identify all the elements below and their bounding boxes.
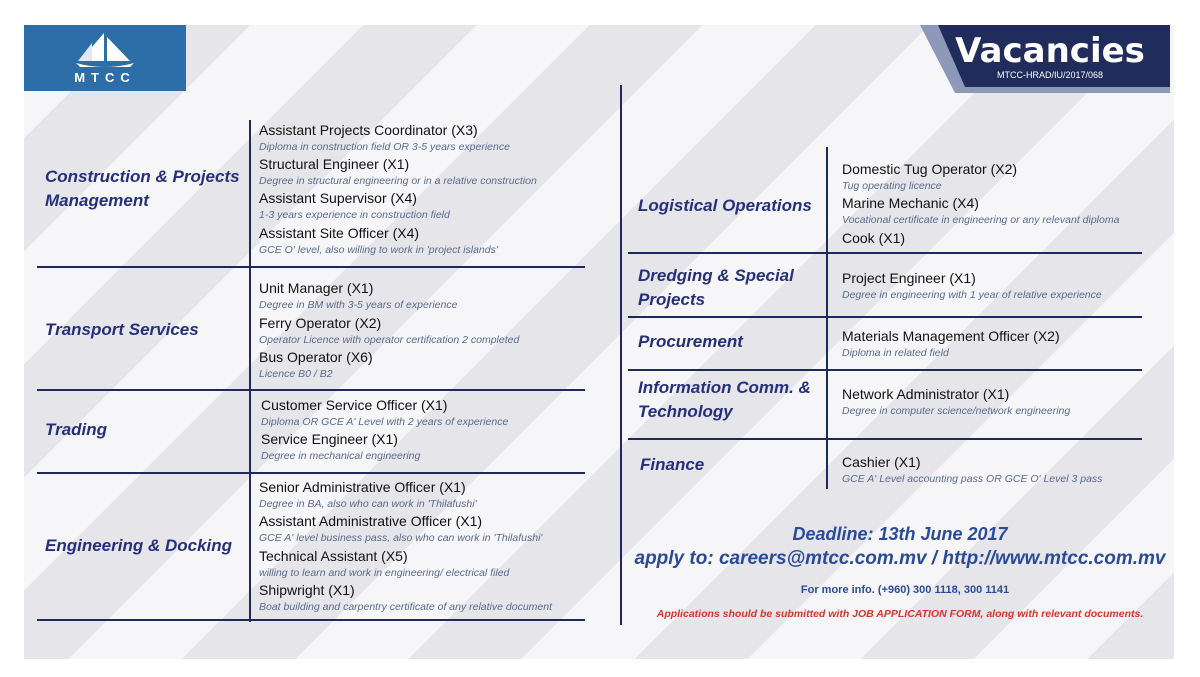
dept-construction: Construction & Projects Management: [45, 167, 240, 210]
row-divider: [628, 316, 1142, 318]
job-requirement: willing to learn and work in engineering/ electrical filed: [259, 567, 510, 579]
job-title: Assistant Administrative Officer (X1): [259, 513, 483, 529]
job-title: Assistant Site Officer (X4): [259, 225, 420, 241]
apply-text: apply to: careers@mtcc.com.mv / http://www.mtcc.com.mv: [634, 548, 1166, 569]
banner-title: Vacancies: [955, 31, 1145, 71]
job-requirement: Licence B0 / B2: [259, 368, 333, 380]
row-divider: [37, 266, 585, 268]
sailboat-icon: [74, 31, 136, 69]
application-note: Applications should be submitted with JOB APPLICATION FORM, along with relevant documents.: [656, 608, 1144, 620]
dept-engineering: Engineering & Docking: [45, 536, 233, 555]
job-title: Project Engineer (X1): [842, 270, 976, 286]
contact-info: For more info. (+960) 300 1118, 300 1141: [800, 584, 1010, 596]
job-requirement: 1-3 years experience in construction field: [259, 209, 450, 221]
row-divider: [628, 438, 1142, 440]
job-requirement: GCE A' level business pass, also who can work in 'Thilafushi': [259, 532, 543, 544]
job-title: Network Administrator (X1): [842, 386, 1010, 402]
row-divider: [628, 369, 1142, 371]
dept-dredging: Dredging & Special Projects: [638, 266, 794, 309]
row-divider: [37, 472, 585, 474]
job-title: Senior Administrative Officer (X1): [259, 479, 466, 495]
job-title: Bus Operator (X6): [259, 349, 373, 365]
job-title: Domestic Tug Operator (X2): [842, 161, 1018, 177]
job-requirement: Boat building and carpentry certificate of any relative document: [259, 601, 553, 613]
job-requirement: Tug operating licence: [842, 180, 942, 192]
row-divider: [37, 389, 585, 391]
job-requirement: GCE A' Level accounting pass OR GCE O' Level 3 pass: [842, 473, 1103, 485]
center-divider: [620, 85, 622, 625]
left-column-divider: [249, 120, 251, 622]
banner-reference: MTCC-HRAD/IU/2017/068: [996, 70, 1104, 80]
job-requirement: Degree in engineering with 1 year of relative experience: [842, 289, 1102, 301]
job-requirement: Degree in computer science/network engineering: [842, 405, 1071, 417]
job-title: Marine Mechanic (X4): [842, 195, 979, 211]
job-requirement: Operator Licence with operator certification 2 completed: [259, 334, 520, 346]
mtcc-logo: [24, 25, 186, 91]
job-requirement: Diploma in construction field OR 3-5 years experience: [259, 141, 510, 153]
job-title: Cook (X1): [842, 230, 906, 246]
job-title: Unit Manager (X1): [259, 280, 374, 296]
row-divider: [628, 252, 1142, 254]
job-title: Structural Engineer (X1): [259, 156, 410, 172]
job-title: Materials Management Officer (X2): [842, 328, 1060, 344]
job-title: Technical Assistant (X5): [259, 548, 408, 564]
job-title: Assistant Projects Coordinator (X3): [259, 122, 478, 138]
job-requirement: Diploma in related field: [842, 347, 949, 359]
dept-logistical: Logistical Operations: [638, 196, 812, 215]
job-requirement: Degree in mechanical engineering: [261, 450, 421, 462]
job-requirement: Diploma OR GCE A' Level with 2 years of experience: [261, 416, 509, 428]
dept-transport: Transport Services: [45, 320, 199, 339]
job-title: Assistant Supervisor (X4): [259, 190, 417, 206]
job-title: Customer Service Officer (X1): [261, 397, 448, 413]
job-title: Ferry Operator (X2): [259, 315, 382, 331]
dept-procurement: Procurement: [638, 332, 743, 351]
job-requirement: Degree in BM with 3-5 years of experience: [259, 299, 458, 311]
logo-text: MTCC: [74, 70, 136, 85]
dept-trading: Trading: [45, 420, 108, 439]
job-requirement: Vocational certificate in engineering or any relevant diploma: [842, 214, 1120, 226]
job-title: Cashier (X1): [842, 454, 921, 470]
row-divider: [37, 619, 585, 621]
job-requirement: GCE O' level, also willing to work in 'project islands': [259, 244, 498, 256]
job-requirement: Degree in BA, also who can work in 'Thilafushi': [259, 498, 477, 510]
deadline-text: Deadline: 13th June 2017: [792, 524, 1008, 544]
dept-ict: Information Comm. & Technology: [638, 378, 811, 421]
job-title: Service Engineer (X1): [261, 431, 398, 447]
dept-finance: Finance: [640, 455, 705, 474]
job-title: Shipwright (X1): [259, 582, 355, 598]
job-requirement: Degree in structural engineering or in a relative construction: [259, 175, 537, 187]
